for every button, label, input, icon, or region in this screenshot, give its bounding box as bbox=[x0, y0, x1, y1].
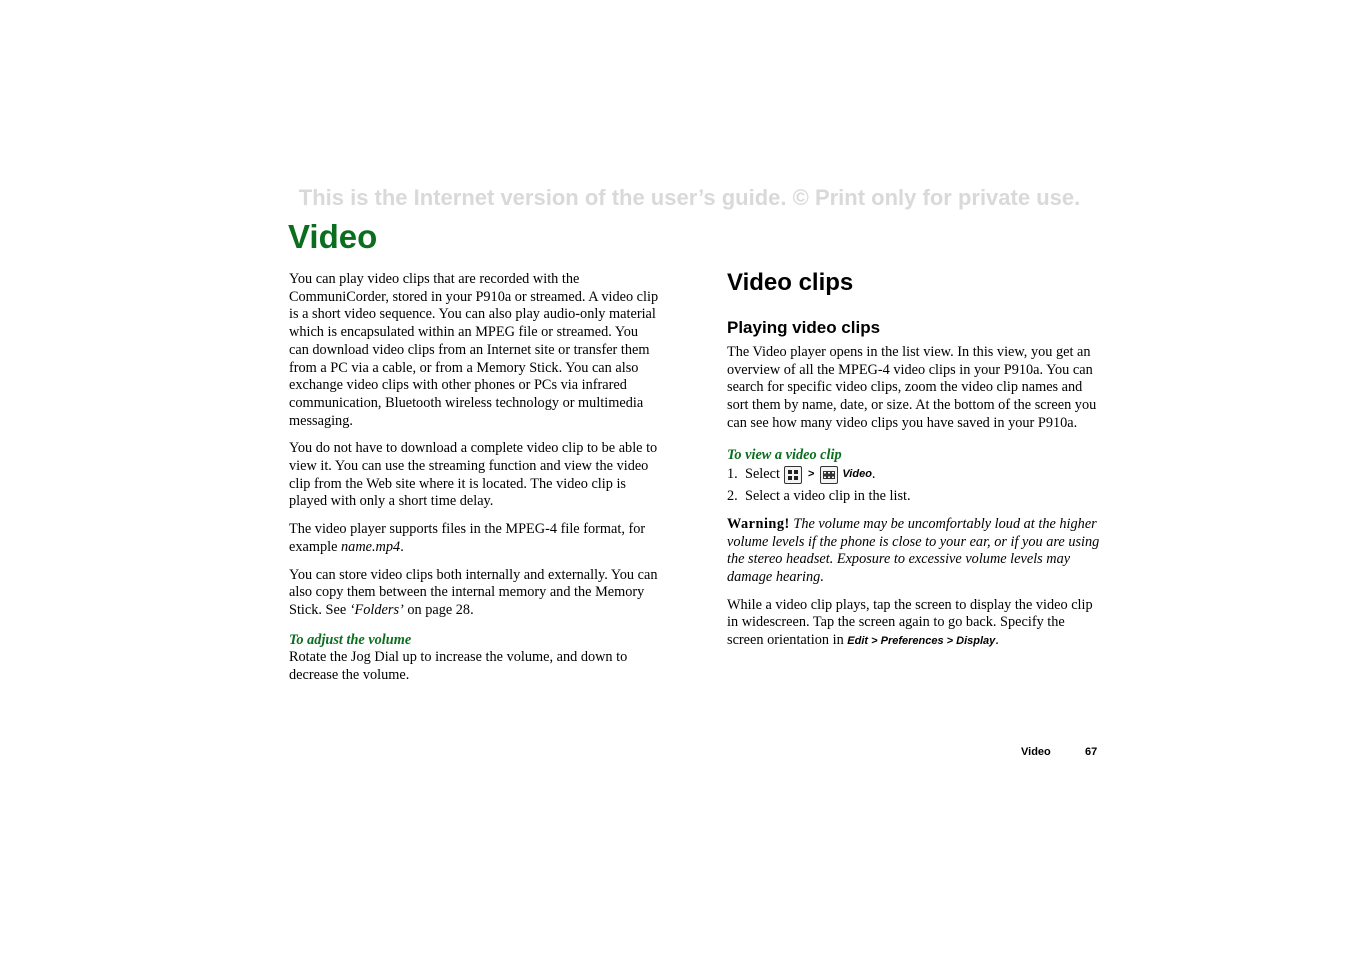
storage-end: on page 28. bbox=[403, 601, 474, 618]
step-1-text: Select bbox=[745, 466, 780, 483]
widescreen-text: While a video clip plays, tap the screen to display the video clip in widescreen. Tap the screen again to go back. Specify the screen orientation in bbox=[727, 596, 1093, 649]
widescreen-end: . bbox=[995, 632, 999, 649]
format-paragraph bbox=[289, 521, 661, 556]
warning-text: The volume may be uncomfortably loud at the higher volume levels if the phone is close to your ear, or if you are using the stereo headset. Exposure to excessive volume levels may damage hearing. bbox=[727, 515, 1100, 586]
footer-section-name: Video bbox=[1021, 746, 1051, 758]
view-clip-heading: To view a video clip bbox=[727, 446, 842, 463]
menu-separator: > bbox=[807, 468, 815, 481]
volume-heading: To adjust the volume bbox=[289, 631, 412, 648]
section-heading: Video clips bbox=[727, 269, 854, 296]
intro-paragraph: You can play video clips that are recorded with the CommuniCorder, stored in your P910a or streamed. A video clip is a short video sequence. You can also play audio-only material which is encapsulated within an MPEG file or streamed. You can download video clips from an Internet site or transfer them from a PC via a cable, or from a Memory Stick. You can also exchange video clips with other phones or PCs via infrared communication, Bluetooth wireless technology or multimedia messaging. bbox=[289, 271, 659, 429]
step-2-number: 2. bbox=[727, 488, 738, 505]
step-1 bbox=[727, 466, 1101, 484]
subsection-heading: Playing video clips bbox=[727, 318, 881, 337]
step-2-text: Select a video clip in the list. bbox=[745, 488, 911, 505]
video-menu-item: Video bbox=[842, 468, 872, 481]
left-column bbox=[289, 271, 661, 695]
right-column bbox=[727, 267, 1101, 661]
storage-text: You can store video clips both internally and externally. You can also copy them between the internal memory and the Memory Stick. See bbox=[289, 566, 658, 618]
warning-label: Warning! bbox=[727, 515, 790, 532]
applications-grid-icon[interactable] bbox=[784, 466, 802, 484]
format-end: . bbox=[400, 538, 404, 555]
step-1-number: 1. bbox=[727, 466, 738, 483]
file-example: name.mp4 bbox=[341, 538, 401, 555]
preferences-menu-path: Edit > Preferences > Display bbox=[847, 635, 996, 648]
watermark: This is the Internet version of the user’s guide. © Print only for private use. bbox=[298, 185, 1081, 210]
player-paragraph: The Video player opens in the list view. In this view, you get an overview of all the MPEG-4 video clips in your P910a. You can search for specific video clips, zoom the video clip names and sort them by name, date, or size. At the bottom of the screen you can see how many video clips you have saved in your P910a. bbox=[727, 344, 1097, 431]
step-2 bbox=[727, 488, 1101, 506]
video-film-icon[interactable] bbox=[820, 466, 838, 484]
footer-page-number: 67 bbox=[1085, 746, 1098, 758]
step-1-end: . bbox=[871, 466, 876, 483]
warning-paragraph bbox=[727, 516, 1101, 587]
page-title: Video bbox=[288, 218, 378, 255]
format-text: The video player supports files in the MPEG-4 file format, for example bbox=[289, 521, 646, 555]
streaming-paragraph: You do not have to download a complete video clip to be able to view it. You can use the streaming function and view the video clip from the Web site where it is located. The video clip is played with only a short time delay. bbox=[289, 440, 658, 510]
folders-reference-link[interactable]: ‘Folders’ bbox=[349, 601, 404, 618]
storage-paragraph bbox=[289, 567, 661, 620]
volume-paragraph: Rotate the Jog Dial up to increase the volume, and down to decrease the volume. bbox=[289, 649, 628, 684]
widescreen-paragraph bbox=[727, 597, 1101, 651]
